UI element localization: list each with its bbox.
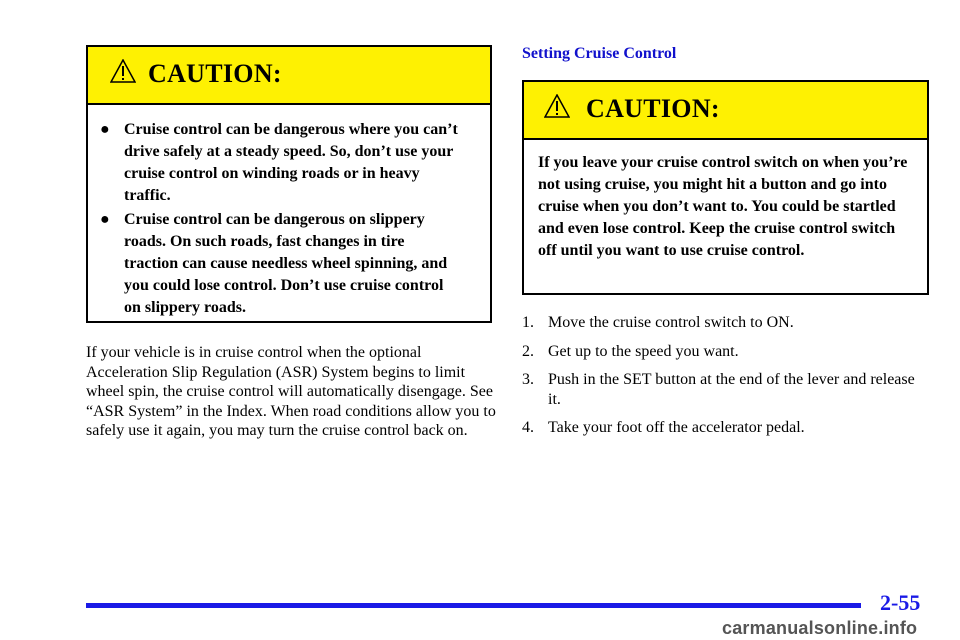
caution-title: CAUTION: (148, 59, 282, 88)
caution-title: CAUTION: (586, 94, 720, 123)
caution-box-right (522, 80, 929, 295)
caution-header (88, 47, 490, 105)
caution-header (524, 82, 927, 140)
step-item: 4. Take your foot off the accelerator pedal. (522, 419, 805, 436)
page-number: 2-55 (880, 590, 921, 615)
warning-triangle-icon (110, 59, 136, 83)
bullet-icon: ● (100, 211, 110, 228)
caution-bullet-list (88, 105, 458, 319)
step-item: 3. Push in the SET button at the end of the lever and release it. (522, 371, 915, 408)
watermark: carmanualsonline.info (722, 618, 918, 638)
caution-bullet-item: ● Cruise control can be dangerous where you can’t drive safely at a steady speed. So, don’t use your cruise control on winding roads or in heavy traffic. (100, 121, 458, 204)
caution-text: If you leave your cruise control switch on when you’re not using cruise, you might hit a button and go into cruise when you don’t want to. You could be startled and even lose control. Keep the cruise control switch off until you want to use cruise control. (538, 154, 908, 259)
step-item: 1. Move the cruise control switch to ON. (522, 314, 794, 331)
footer-rule (86, 603, 861, 608)
asr-paragraph: If your vehicle is in cruise control when the optional Acceleration Slip Regulation (ASR) System begins to limit wheel spin, the cruise control will automatically disengage. See “ASR System” in the Index. When road conditions allow you to safely use it again, you may turn the cruise control back on. (86, 344, 496, 439)
bullet-icon: ● (100, 121, 110, 138)
caution-bullet-item: ● Cruise control can be dangerous on slippery roads. On such roads, fast changes in tire traction can cause needless wheel spinning, and you could lose control. Don’t use cruise control on slippery roads. (100, 211, 448, 316)
warning-triangle-icon (544, 94, 570, 118)
section-heading: Setting Cruise Control (522, 45, 677, 62)
step-item: 2. Get up to the speed you want. (522, 342, 739, 360)
caution-box-left (86, 45, 492, 323)
steps-list (522, 313, 922, 447)
